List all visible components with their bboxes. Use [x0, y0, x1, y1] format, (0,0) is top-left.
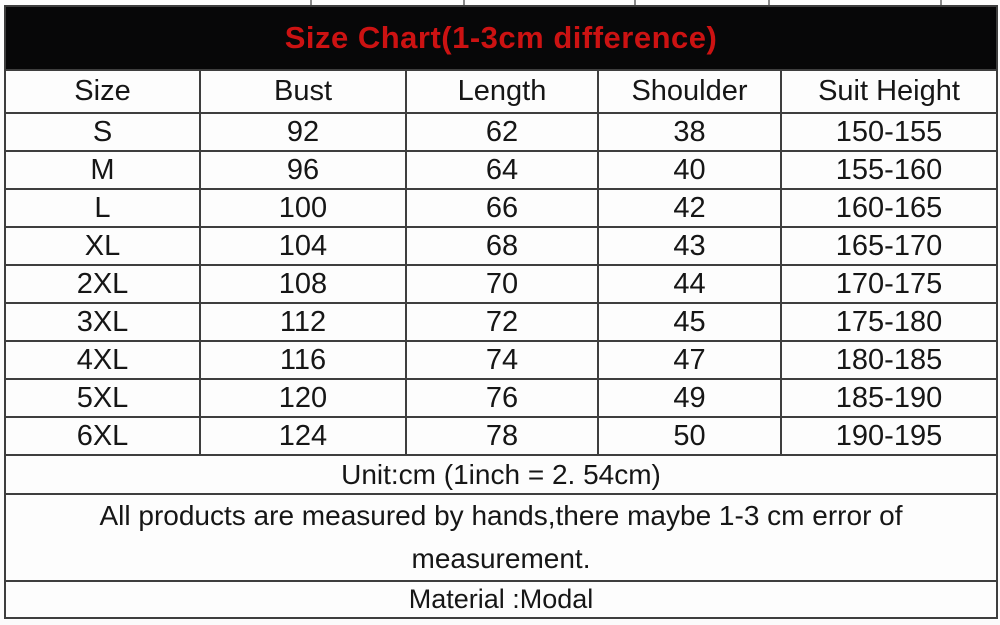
- table-cell: 76: [406, 379, 598, 417]
- unit-note: Unit:cm (1inch = 2. 54cm): [5, 455, 997, 494]
- page-title: Size Chart(1-3cm difference): [5, 6, 997, 70]
- column-header-bust: Bust: [200, 70, 406, 113]
- size-chart-table: [4, 5, 998, 619]
- table-cell: 116: [200, 341, 406, 379]
- table-cell: 155-160: [781, 151, 997, 189]
- table-cell: 72: [406, 303, 598, 341]
- material-note: Material :Modal: [5, 581, 997, 618]
- table-cell: 47: [598, 341, 781, 379]
- table-row-3xl: [5, 303, 997, 341]
- table-cell: 190-195: [781, 417, 997, 455]
- table-cell: 112: [200, 303, 406, 341]
- table-cell: 49: [598, 379, 781, 417]
- table-cell: 50: [598, 417, 781, 455]
- table-cell: 124: [200, 417, 406, 455]
- table-cell: 185-190: [781, 379, 997, 417]
- table-cell: 92: [200, 113, 406, 151]
- column-header-length: Length: [406, 70, 598, 113]
- table-cell: 74: [406, 341, 598, 379]
- table-cell: 180-185: [781, 341, 997, 379]
- table-cell: 6XL: [5, 417, 200, 455]
- table-cell: 3XL: [5, 303, 200, 341]
- table-cell: 4XL: [5, 341, 200, 379]
- table-cell: S: [5, 113, 200, 151]
- bottom-edge-partial-row: [0, 620, 1000, 625]
- title-row: [5, 6, 997, 70]
- table-cell: 170-175: [781, 265, 997, 303]
- table-cell: 150-155: [781, 113, 997, 151]
- table-cell: 43: [598, 227, 781, 265]
- table-cell: 62: [406, 113, 598, 151]
- column-header-size: Size: [5, 70, 200, 113]
- measurement-note-row: [5, 494, 997, 581]
- table-cell: 2XL: [5, 265, 200, 303]
- table-row-xl: [5, 227, 997, 265]
- table-row-4xl: [5, 341, 997, 379]
- table-row-6xl: [5, 417, 997, 455]
- table-cell: L: [5, 189, 200, 227]
- table-cell: 120: [200, 379, 406, 417]
- table-row-2xl: [5, 265, 997, 303]
- table-cell: 70: [406, 265, 598, 303]
- table-cell: 64: [406, 151, 598, 189]
- table-cell: 175-180: [781, 303, 997, 341]
- table-cell: 160-165: [781, 189, 997, 227]
- table-row-l: [5, 189, 997, 227]
- table-cell: 42: [598, 189, 781, 227]
- table-cell: 108: [200, 265, 406, 303]
- unit-row: [5, 455, 997, 494]
- table-row-s: [5, 113, 997, 151]
- table-row-m: [5, 151, 997, 189]
- table-cell: 68: [406, 227, 598, 265]
- table-cell: 165-170: [781, 227, 997, 265]
- column-header-shoulder: Shoulder: [598, 70, 781, 113]
- table-cell: 5XL: [5, 379, 200, 417]
- table-cell: 40: [598, 151, 781, 189]
- table-cell: XL: [5, 227, 200, 265]
- table-cell: 38: [598, 113, 781, 151]
- table-cell: 78: [406, 417, 598, 455]
- column-header-suit-height: Suit Height: [781, 70, 997, 113]
- table-row-5xl: [5, 379, 997, 417]
- measurement-note: All products are measured by hands,there maybe 1-3 cm error of measurement.: [5, 494, 997, 581]
- table-cell: 44: [598, 265, 781, 303]
- material-row: [5, 581, 997, 618]
- table-cell: M: [5, 151, 200, 189]
- table-cell: 45: [598, 303, 781, 341]
- column-header-row: [5, 70, 997, 113]
- table-cell: 66: [406, 189, 598, 227]
- table-cell: 104: [200, 227, 406, 265]
- table-cell: 96: [200, 151, 406, 189]
- table-cell: 100: [200, 189, 406, 227]
